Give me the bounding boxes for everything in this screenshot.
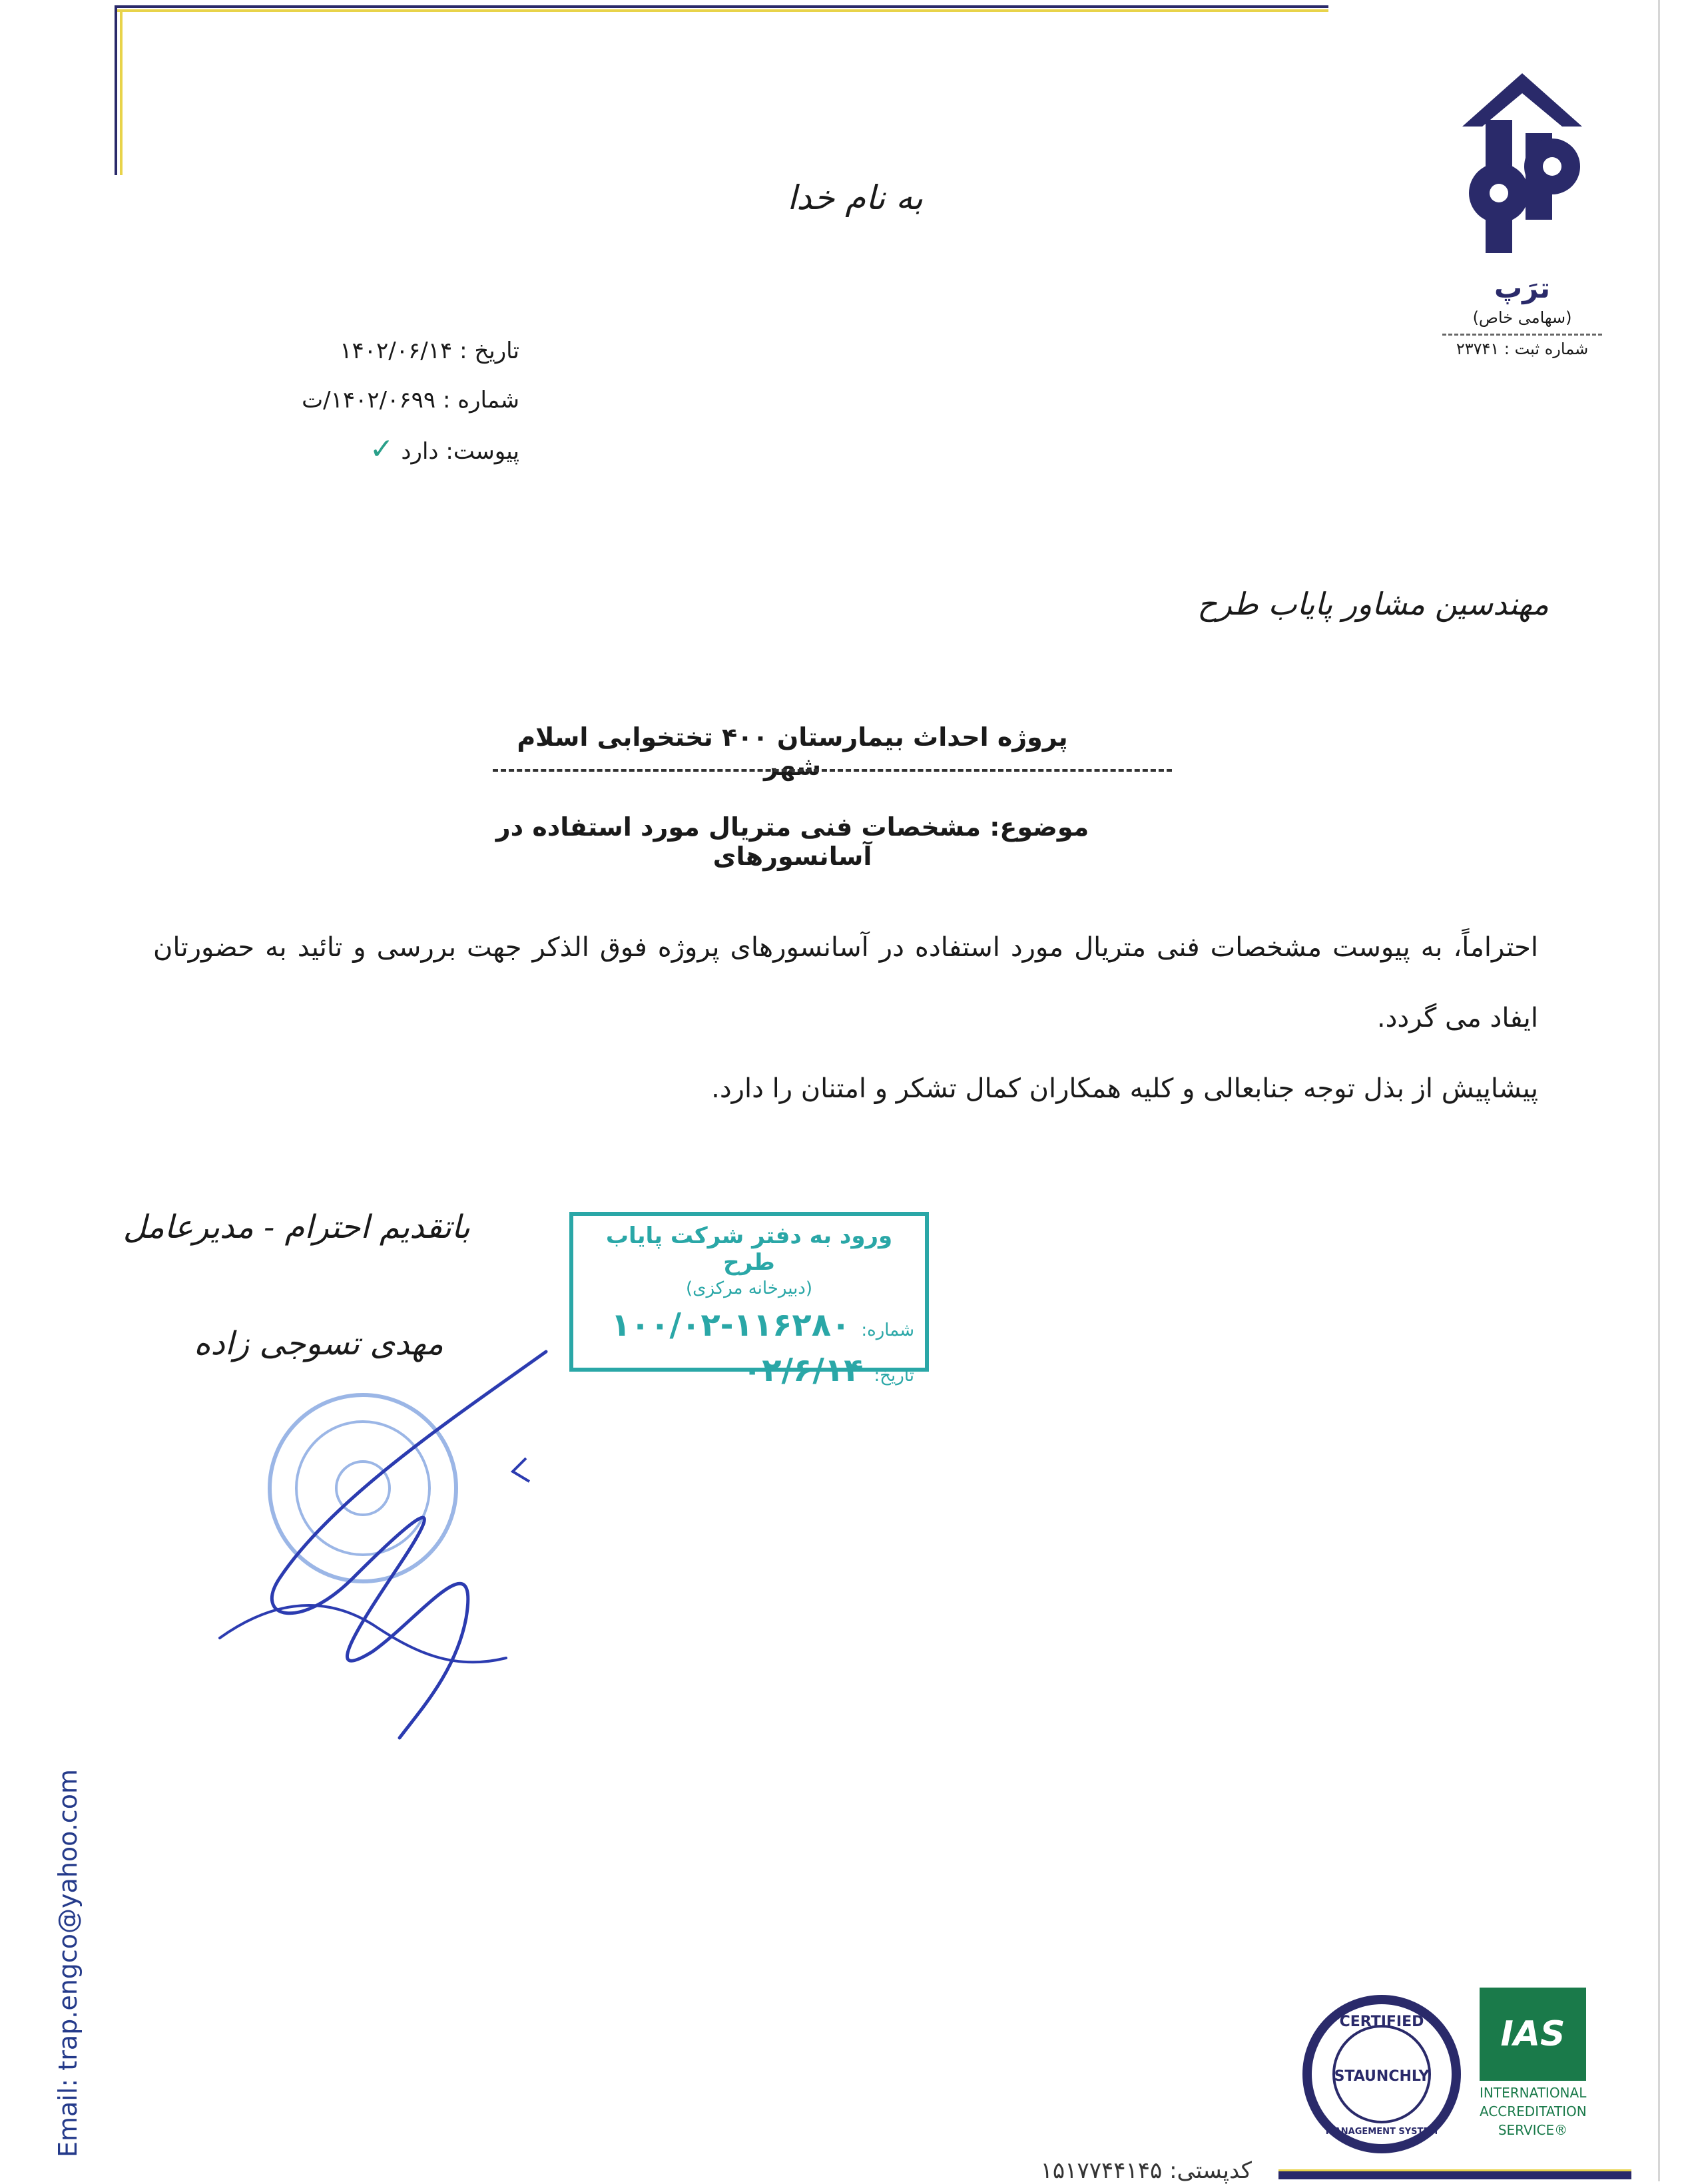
frame-left-yellow-line [120, 12, 123, 175]
number-row [226, 376, 519, 425]
signer-name: مهدی تسوجی زاده [194, 1325, 443, 1362]
badge-top-text: CERTIFIED [1339, 2014, 1424, 2030]
attachment-label: پیوست: [445, 438, 519, 465]
dashed-divider [493, 769, 1172, 772]
stamp-title: ورود به دفتر شرکت پایاب طرح [605, 1223, 893, 1276]
page-edge [1658, 0, 1660, 2181]
number-value: ۱۴۰۲/۰۶۹۹/ت [302, 387, 436, 413]
handwritten-signature-icon [200, 1338, 586, 1751]
ias-mark: IAS [1480, 1988, 1586, 2081]
letter-meta [226, 326, 519, 476]
stamp-subtitle: (دبیرخانه مرکزی) [685, 1278, 813, 1298]
date-row [226, 326, 519, 376]
company-type: (سهامی خاص) [1472, 308, 1572, 327]
certified-badge-icon [1302, 1994, 1462, 2154]
ias-logo [1480, 1988, 1586, 2151]
company-name: ترَپ [1494, 272, 1551, 304]
stamp-number-label: شماره: [861, 1320, 914, 1340]
subject-line: موضوع: مشخصات فنی متریال مورد استفاده در آسانسورهای [495, 812, 1089, 871]
project-title: پروژه احداث بیمارستان ۴۰۰ تختخوابی اسلام شهر [517, 722, 1068, 781]
footer-address: کدپستی: ۱۵۱۷۷۴۴۱۴۵ [1040, 2157, 1252, 2184]
date-label: تاریخ : [459, 338, 519, 364]
basmala-heading: به نام خدا [787, 178, 923, 217]
stamp-number-row [584, 1306, 914, 1344]
ias-caption-line-1: INTERNATIONAL [1480, 2085, 1587, 2101]
receipt-stamp [569, 1212, 929, 1389]
stamp-date-label: تاریخ: [874, 1366, 914, 1386]
stamp-date-row [584, 1352, 914, 1389]
closing-line: باتقدیم احترام - مدیرعامل [123, 1209, 470, 1246]
frame-top-yellow-line [117, 9, 1328, 12]
letter-body [153, 912, 1538, 1124]
registration-number: شماره ثبت : ۲۳۷۴۱ [1442, 334, 1602, 358]
body-paragraph-1: احتراماً، به پیوست مشخصات فنی متریال مورد استفاده در آسانسورهای پروژه فوق الذکر جهت بررسی و تائید به حضورتان ایفاد می گردد. [153, 932, 1538, 1033]
date-value: ۱۴۰۲/۰۶/۱۴ [340, 338, 453, 364]
recipient: مهندسین مشاور پایاب طرح [1197, 586, 1549, 622]
ias-caption-line-2: ACCREDITATION [1480, 2103, 1587, 2119]
badge-bottom-text: MANAGEMENT SYSTEM [1325, 2127, 1438, 2137]
body-paragraph-2: پیشاپیش از بذل توجه جنابعالی و کلیه همکاران کمال تشکر و امتنان را دارد. [711, 1073, 1538, 1104]
attachment-row [226, 425, 519, 476]
frame-left-line [115, 5, 117, 175]
stamp-date-value: ۰۲/۶/۱۴ [742, 1352, 864, 1389]
number-label: شماره : [443, 387, 519, 413]
stamp-number-value: ۱۰۰/۰۲-۱۱۶۲۸۰ [611, 1306, 851, 1344]
ias-caption [1480, 2083, 1586, 2139]
footer-bar [1278, 2169, 1631, 2179]
attachment-value: دارد [401, 438, 439, 465]
checkmark-icon: ✓ [369, 432, 394, 466]
badge-center-text: STAUNCHLY [1334, 2068, 1430, 2085]
ias-caption-line-3: SERVICE® [1498, 2122, 1568, 2138]
company-logo [1442, 67, 1602, 358]
house-logo-icon [1449, 67, 1595, 266]
contact-email: Email: trap.engco@yahoo.com [53, 1769, 83, 2157]
